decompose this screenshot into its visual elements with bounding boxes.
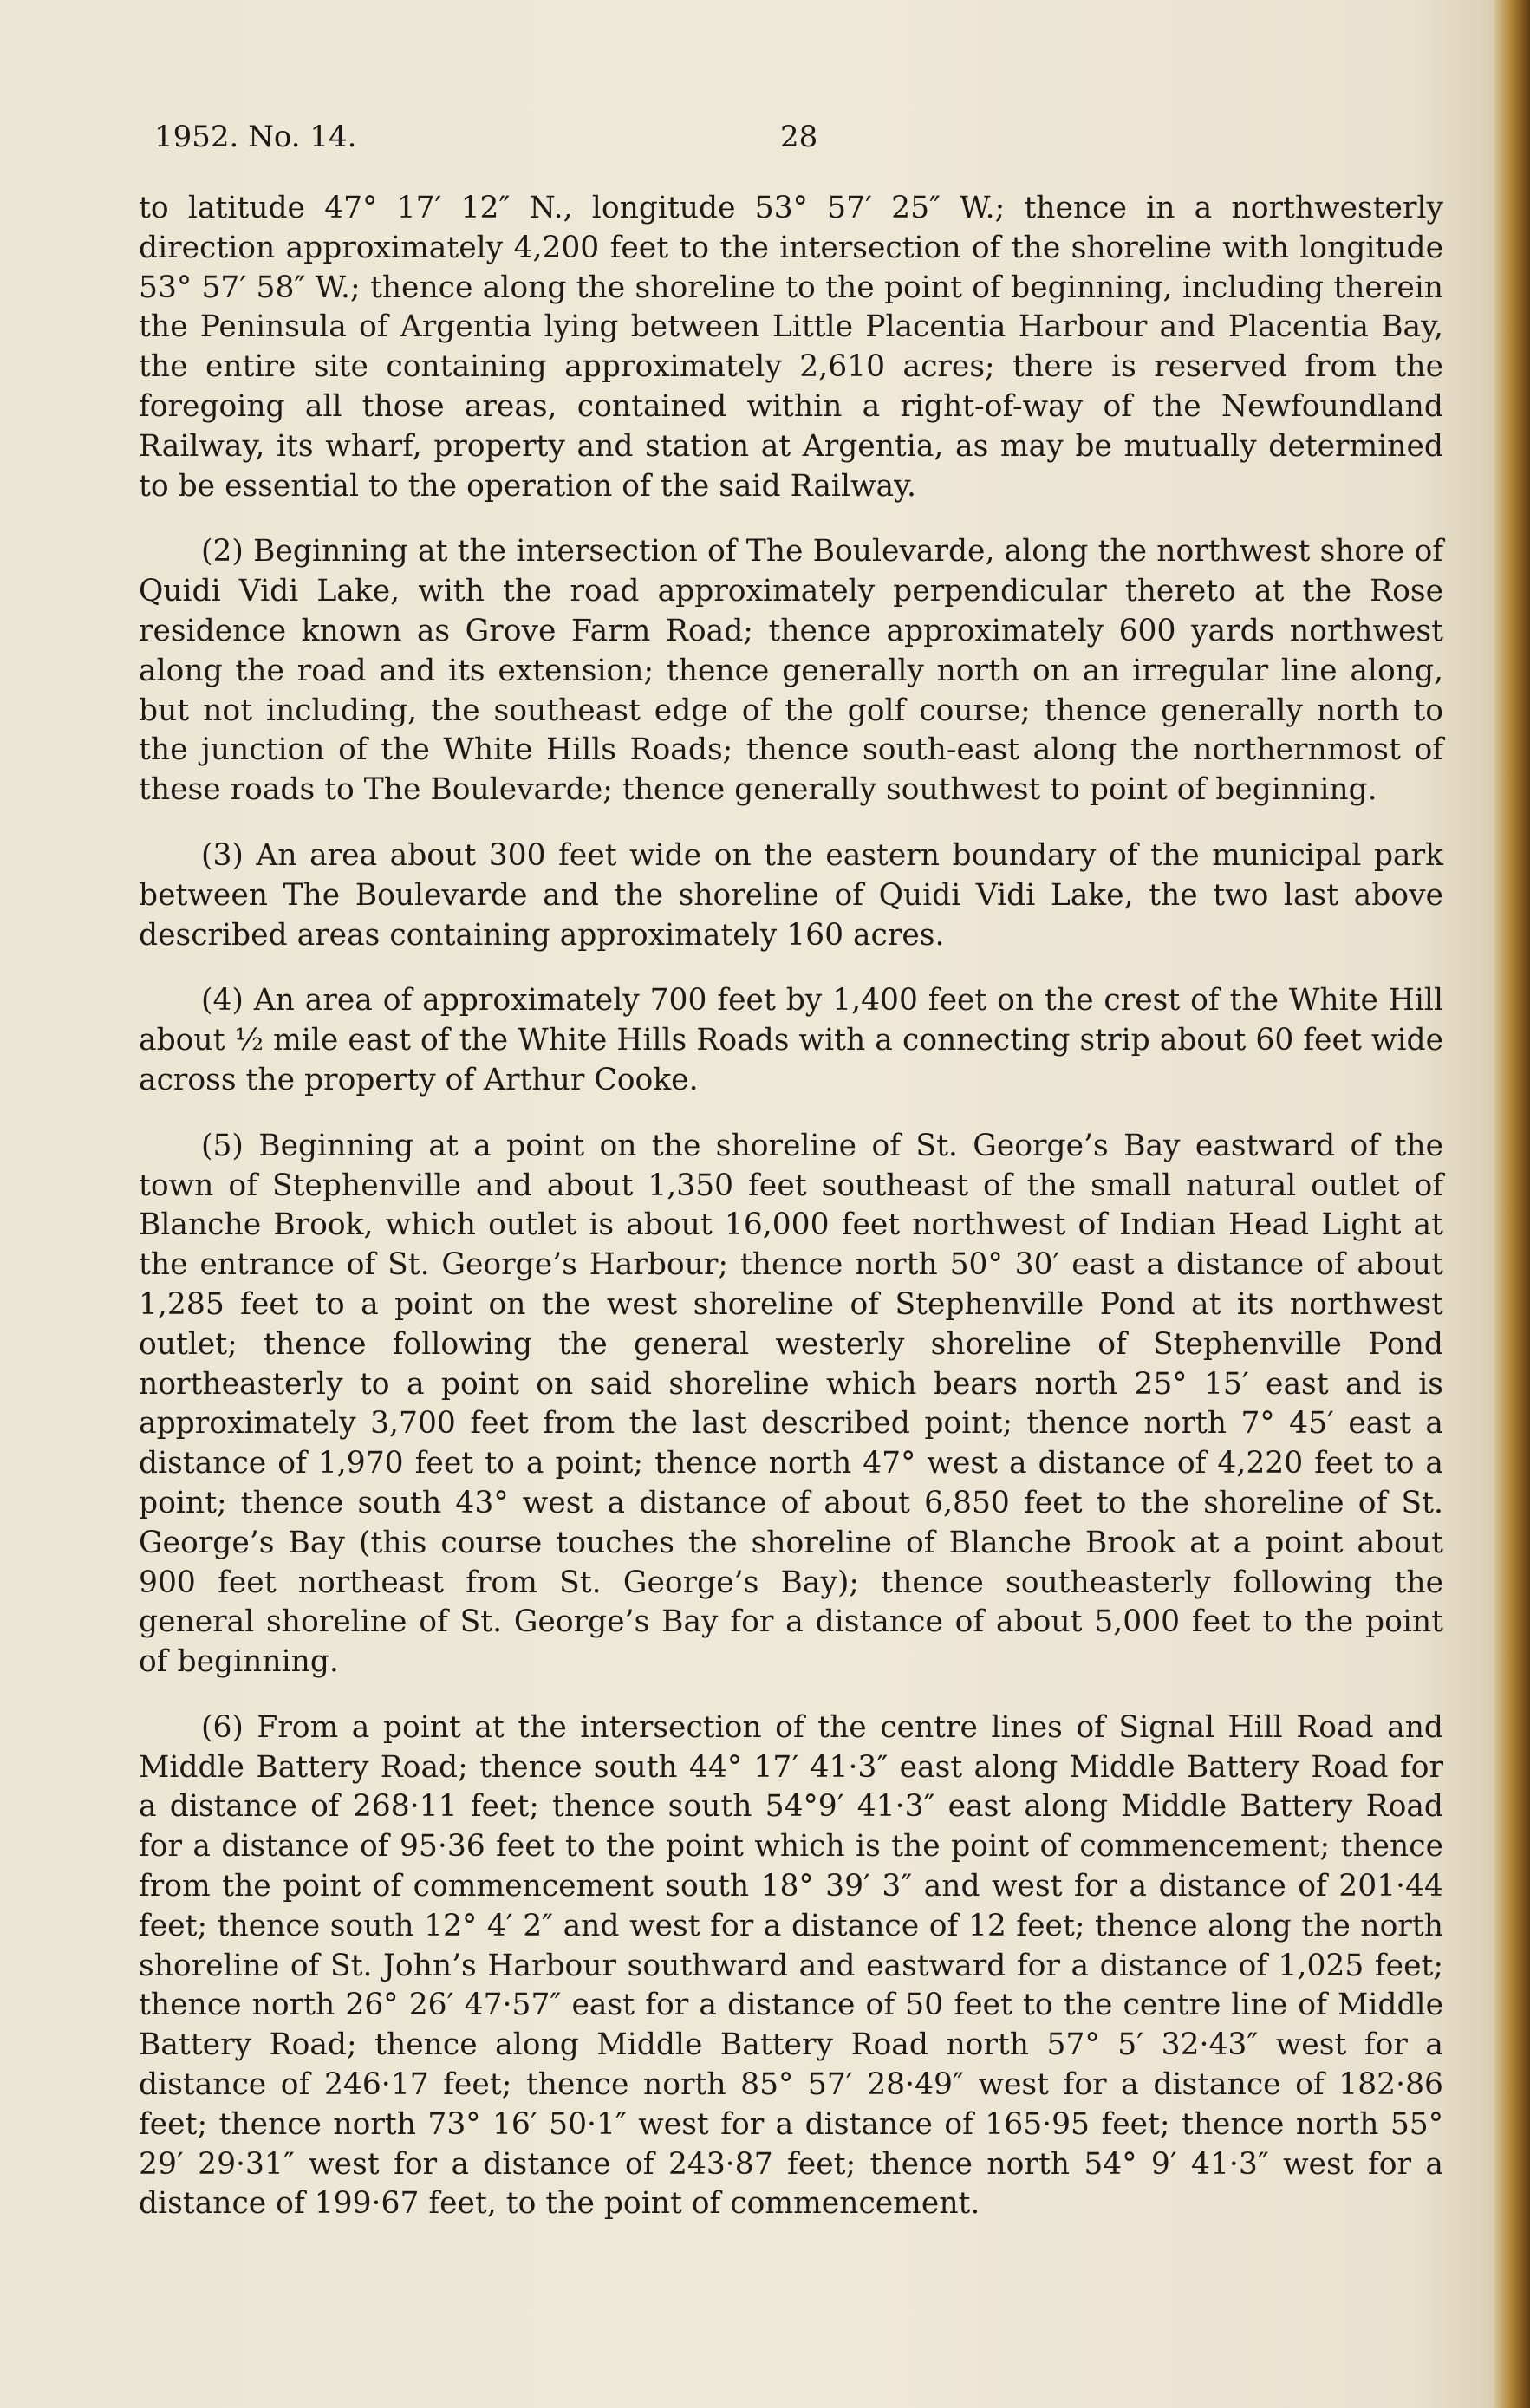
paragraph-3: (3) An area about 300 feet wide on the eastern boundary of the municipal park between The Boulevarde and the shoreline of Quidi Vidi Lake, the two last above described areas containing approximately 160 acres.: [139, 837, 1443, 953]
paragraph-5: (5) Beginning at a point on the shoreline of St. George’s Bay eastward of the town of Stephenville and about 1,350 feet southeast of the small natural outlet of Blanche Brook, which outlet is about 16,000 feet northwest of Indian Head Light at the entrance of St. George’s Harbour; thence north 50° 30′ east a distance of about 1,285 feet to a point on the west shoreline of Stephenville Pond at its northwest outlet; thence following the general westerly shoreline of Stephenville Pond northeasterly to a point on said shoreline which bears north 25° 15′ east and is approximately 3,700 feet from the last described point; thence north 7° 45′ east a distance of 1,970 feet to a point; thence north 47° west a distance of 4,220 feet to a point; thence south 43° west a distance of about 6,850 feet to the shoreline of St. George’s Bay (this course touches the shoreline of Blanche Brook at a point about 900 feet northeast from St. George’s Bay); thence southeasterly following the general shoreline of St. George’s Bay for a distance of about 5,000 feet to the point of beginning.: [139, 1128, 1443, 1680]
paragraph-6: (6) From a point at the intersection of the centre lines of Signal Hill Road and Middle Battery Road; thence south 44° 17′ 41·3″ east along Middle Battery Road for a distance of 268·11 feet; thence south 54°9′ 41·3″ east along Middle Battery Road for a distance of 95·36 feet to the point which is the point of commencement; thence from the point of commencement south 18° 39′ 3″ and west for a distance of 201·44 feet; thence south 12° 4′ 2″ and west for a distance of 12 feet; thence along the north shoreline of St. John’s Harbour southward and eastward for a distance of 1,025 feet; thence north 26° 26′ 47·57″ east for a distance of 50 feet to the centre line of Middle Battery Road; thence along Middle Battery Road north 57° 5′ 32·43″ west for a distance of 246·17 feet; thence north 85° 57′ 28·49″ west for a distance of 182·86 feet; thence north 73° 16′ 50·1″ west for a distance of 165·95 feet; thence north 55° 29′ 29·31″ west for a distance of 243·87 feet; thence north 54° 9′ 41·3″ west for a distance of 199·67 feet, to the point of commencement.: [139, 1709, 1443, 2222]
page-header: [154, 120, 1368, 163]
paragraph-continuation: to latitude 47° 17′ 12″ N., longitude 53° 57′ 25″ W.; thence in a northwesterly direction approximately 4,200 feet to the intersection of the shoreline with longitude 53° 57′ 58″ W.; thence along the shoreline to the point of beginning, including therein the Peninsula of Argentia lying between Little Placentia Harbour and Placentia Bay, the entire site containing approximately 2,610 acres; there is reserved from the foregoing all those areas, contained within a right-of-way of the Newfoundland Railway, its wharf, property and station at Argentia, as may be mutually determined to be essential to the operation of the said Railway.: [139, 191, 1443, 504]
book-binding-edge: [1494, 0, 1530, 2408]
page-number: 28: [780, 120, 818, 154]
paragraph-2: (2) Beginning at the intersection of The Boulevarde, along the northwest shore of Quidi Vidi Lake, with the road approximately perpendicular thereto at the Rose residence known as Grove Farm Road; thence approximately 600 yards northwest along the road and its extension; thence generally north on an irregular line along, but not including, the southeast edge of the golf course; thence generally north to the junction of the White Hills Roads; thence south-east along the northernmost of these roads to The Boulevarde; thence generally southwest to point of beginning.: [139, 534, 1443, 808]
year-number-label: 1952. No. 14.: [154, 120, 357, 154]
paragraph-4: (4) An area of approximately 700 feet by 1,400 feet on the crest of the White Hill about ½ mile east of the White Hills Roads with a connecting strip about 60 feet wide across the property of Arthur Cooke.: [139, 983, 1443, 1097]
document-body: [139, 189, 1443, 2250]
